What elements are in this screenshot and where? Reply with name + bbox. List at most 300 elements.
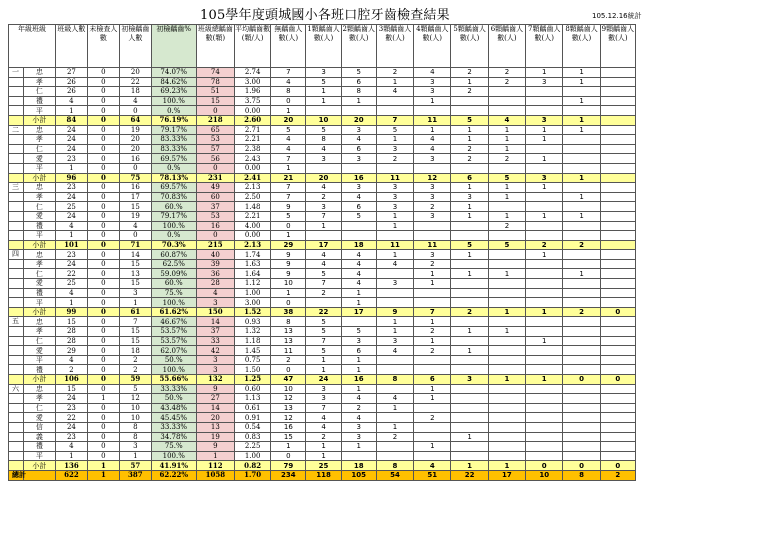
data-cell [414,288,451,298]
data-cell: 50.% [151,394,196,404]
data-cell: 0 [87,375,119,385]
data-cell [488,202,525,212]
data-cell [563,422,600,432]
data-cell: 83.33% [151,135,196,145]
data-cell: 1 [488,211,525,221]
class-cell: 小計 [23,115,55,125]
data-cell: 1.12 [235,279,271,289]
data-cell: 2.50 [235,192,271,202]
data-cell: 16 [341,173,376,183]
class-cell: 小計 [23,307,55,317]
data-cell: 24 [55,125,87,135]
data-cell: 2.21 [235,135,271,145]
class-cell: 平 [23,451,55,461]
data-cell: 20 [119,144,151,154]
data-cell: 4 [376,259,413,269]
class-cell: 孝 [23,192,55,202]
grade-cell [9,211,24,221]
data-cell: 13 [271,336,306,346]
grade-cell [9,192,24,202]
data-cell: 1.74 [235,250,271,260]
data-cell [563,384,600,394]
data-cell: 3 [306,394,341,404]
data-cell: 4 [55,221,87,231]
data-cell: 0 [87,87,119,97]
data-cell: 1 [451,461,488,471]
data-cell: 25 [306,461,341,471]
grade-cell: 總計 [9,470,24,480]
data-cell: 1.13 [235,394,271,404]
data-cell: 18 [341,240,376,250]
grade-cell [9,403,24,413]
data-cell [600,240,635,250]
grade-cell [9,327,24,337]
grade-cell [9,451,24,461]
data-cell: 27 [55,68,87,78]
data-cell: 1 [87,461,119,471]
data-cell [563,221,600,231]
data-cell: 1 [55,231,87,241]
data-cell: 10 [306,115,341,125]
data-cell: 2 [306,288,341,298]
class-cell: 平 [23,163,55,173]
data-cell [600,96,635,106]
data-cell: 10 [271,279,306,289]
data-cell: 53 [196,211,234,221]
data-cell: 0 [87,307,119,317]
data-cell [451,231,488,241]
data-cell: 23 [55,403,87,413]
data-cell: 0 [87,68,119,78]
data-cell: 1 [376,422,413,432]
class-cell: 小計 [23,461,55,471]
data-cell: 60.% [151,279,196,289]
class-cell: 仁 [23,269,55,279]
data-cell: 13 [271,403,306,413]
data-cell: 12 [271,394,306,404]
data-cell: 60.87% [151,250,196,260]
data-cell [600,384,635,394]
data-cell: 0 [87,221,119,231]
grade-cell [9,221,24,231]
data-cell [376,288,413,298]
data-cell [488,96,525,106]
data-cell: 74.07% [151,68,196,78]
data-cell [451,394,488,404]
class-cell: 忠 [23,384,55,394]
data-cell [600,135,635,145]
data-cell: 11 [414,240,451,250]
data-cell [414,422,451,432]
data-cell: 4 [55,288,87,298]
data-cell: 3.00 [235,77,271,87]
data-cell: 4 [414,68,451,78]
data-cell: 1.52 [235,307,271,317]
data-cell: 7 [376,115,413,125]
data-cell: 5 [119,384,151,394]
table-row [9,192,636,202]
subtotal-row [9,307,636,317]
data-cell: 1 [526,183,563,193]
data-cell: 1 [271,106,306,116]
data-cell: 1 [306,96,341,106]
data-cell: 4 [55,442,87,452]
data-cell: 9 [376,307,413,317]
data-cell: 1 [306,442,341,452]
data-cell: 0 [87,240,119,250]
data-cell: 84.62% [151,77,196,87]
data-cell: 1 [341,288,376,298]
data-cell: 70.83% [151,192,196,202]
column-header: 平均齲齒數(顆/人) [235,25,271,68]
data-cell: 37 [196,202,234,212]
data-cell [600,451,635,461]
data-cell: 1 [55,451,87,461]
data-cell: 2 [376,154,413,164]
data-cell: 2 [488,154,525,164]
class-cell: 禮 [23,96,55,106]
data-cell [600,298,635,308]
class-cell: 孝 [23,135,55,145]
data-cell [526,346,563,356]
data-cell: 1 [451,202,488,212]
data-cell: 1 [488,183,525,193]
data-cell: 1 [526,154,563,164]
subtotal-row [9,115,636,125]
data-cell [526,317,563,327]
data-cell: 62.5% [151,259,196,269]
data-cell: 55.66% [151,375,196,385]
data-cell [563,442,600,452]
data-cell: 4 [376,87,413,97]
data-cell: 9 [271,250,306,260]
data-cell: 3.75 [235,96,271,106]
grade-cell [9,173,24,183]
data-cell: 0 [196,106,234,116]
class-cell: 孝 [23,259,55,269]
data-cell: 6 [341,202,376,212]
data-cell: 215 [196,240,234,250]
data-cell: 4 [306,422,341,432]
data-cell: 40 [196,250,234,260]
data-cell: 3 [376,202,413,212]
data-cell: 1 [55,298,87,308]
data-cell: 0.00 [235,106,271,116]
data-cell: 1 [55,163,87,173]
class-cell: 愛 [23,211,55,221]
data-cell: 6 [341,144,376,154]
data-cell: 1 [341,96,376,106]
data-cell: 231 [196,173,234,183]
data-cell: 71 [119,240,151,250]
data-cell: 6 [341,346,376,356]
grade-cell [9,231,24,241]
data-cell: 0 [87,250,119,260]
data-cell: 2 [119,365,151,375]
data-cell [376,451,413,461]
data-cell: 22 [306,307,341,317]
data-cell: 2 [600,470,635,480]
data-cell: 11 [414,115,451,125]
data-cell: 1 [341,365,376,375]
data-cell: 1 [196,451,234,461]
data-cell [600,163,635,173]
grade-cell [9,394,24,404]
data-cell: 19 [196,432,234,442]
data-cell: 1058 [196,470,234,480]
data-cell: 24 [306,375,341,385]
data-cell: 101 [55,240,87,250]
data-cell: 99 [55,307,87,317]
data-cell [600,250,635,260]
data-cell: 5 [376,125,413,135]
data-cell: 0.61 [235,403,271,413]
data-cell: 7 [306,336,341,346]
data-cell: 21 [271,173,306,183]
data-cell [488,231,525,241]
table-row [9,422,636,432]
data-cell [451,163,488,173]
data-cell: 96 [55,173,87,183]
data-cell: 3 [341,422,376,432]
data-cell [451,259,488,269]
data-cell: 0.83 [235,432,271,442]
data-cell [526,106,563,116]
total-row [9,470,636,480]
data-cell: 7 [271,154,306,164]
data-cell: 2.38 [235,144,271,154]
data-cell [563,163,600,173]
data-cell [526,442,563,452]
data-cell [451,106,488,116]
table-row [9,451,636,461]
data-cell [600,317,635,327]
data-cell: 3 [451,375,488,385]
data-cell: 57 [119,461,151,471]
data-cell [488,355,525,365]
data-cell: 15 [119,202,151,212]
grade-cell [9,432,24,442]
class-cell: 忠 [23,183,55,193]
data-cell: 2 [55,365,87,375]
data-cell [563,259,600,269]
data-cell [451,355,488,365]
data-cell: 45.45% [151,413,196,423]
data-cell [341,231,376,241]
data-cell: 4 [414,144,451,154]
data-cell [488,163,525,173]
grade-cell: 四 [9,250,24,260]
data-cell: 2.13 [235,240,271,250]
data-cell [488,422,525,432]
data-cell: 4 [306,183,341,193]
data-cell [376,106,413,116]
data-cell: 1 [488,327,525,337]
data-cell: 1.50 [235,365,271,375]
data-cell: 1 [526,125,563,135]
class-cell: 孝 [23,394,55,404]
data-cell: 2.13 [235,183,271,193]
data-cell: 8 [271,317,306,327]
data-cell: 24 [55,422,87,432]
table-row [9,432,636,442]
data-cell: 18 [119,87,151,97]
data-cell: 7 [306,279,341,289]
data-cell: 46.67% [151,317,196,327]
data-cell [526,403,563,413]
data-cell: 70.3% [151,240,196,250]
data-cell [563,154,600,164]
data-cell: 106 [55,375,87,385]
data-cell: 23 [55,183,87,193]
data-cell: 15 [271,432,306,442]
subtotal-row [9,375,636,385]
data-cell: 1 [451,125,488,135]
table-header-row [9,25,636,68]
data-cell: 20 [271,115,306,125]
data-cell [414,365,451,375]
data-cell: 1.32 [235,327,271,337]
grade-cell [9,375,24,385]
data-cell: 4 [341,269,376,279]
data-cell: 1 [55,106,87,116]
data-cell: 2 [414,259,451,269]
data-cell: 0 [87,96,119,106]
data-cell [526,451,563,461]
data-cell: 2 [414,346,451,356]
data-cell [451,451,488,461]
data-cell: 4 [414,461,451,471]
data-cell: 1 [119,298,151,308]
data-cell: 76.19% [151,115,196,125]
data-cell: 5 [341,68,376,78]
table-row [9,144,636,154]
data-cell: 2 [306,432,341,442]
data-cell: 5 [306,327,341,337]
class-cell: 平 [23,231,55,241]
data-cell: 3 [451,192,488,202]
data-cell: 1 [306,87,341,97]
data-cell [341,451,376,461]
grade-cell [9,240,24,250]
table-row [9,202,636,212]
data-cell: 51 [196,87,234,97]
grade-cell [9,279,24,289]
data-cell: 14 [196,317,234,327]
column-header: 年級班級 [9,25,56,68]
data-cell: 0.00 [235,163,271,173]
class-cell: 忠 [23,125,55,135]
data-cell: 118 [306,470,341,480]
column-header: 班級人數 [55,25,87,68]
data-cell [488,384,525,394]
class-cell: 禮 [23,365,55,375]
data-cell [600,259,635,269]
subtotal-row [9,461,636,471]
data-cell [526,96,563,106]
data-cell [526,327,563,337]
data-cell: 1 [376,77,413,87]
data-cell [306,106,341,116]
data-cell: 1 [271,163,306,173]
data-cell: 1 [414,317,451,327]
data-cell: 0 [196,163,234,173]
data-cell: 22 [451,470,488,480]
table-row [9,154,636,164]
data-cell: 0 [87,269,119,279]
column-header: 1顆齲齒人數(人) [306,25,341,68]
table-row [9,250,636,260]
data-cell: 2.21 [235,211,271,221]
data-cell: 7 [271,192,306,202]
data-cell: 8 [271,87,306,97]
data-cell: 22 [55,413,87,423]
data-cell: 1 [488,375,525,385]
data-cell: 37 [196,327,234,337]
class-cell: 愛 [23,154,55,164]
data-cell [488,279,525,289]
data-cell: 1 [563,269,600,279]
data-cell [451,288,488,298]
data-cell [563,279,600,289]
data-cell: 5 [306,269,341,279]
data-cell: 6 [341,77,376,87]
data-cell: 15 [55,317,87,327]
data-cell: 13 [196,422,234,432]
data-cell: 27 [196,394,234,404]
data-cell [563,250,600,260]
data-cell: 20 [306,173,341,183]
data-cell: 1.25 [235,375,271,385]
data-cell: 0 [87,279,119,289]
grade-cell [9,298,24,308]
data-cell [563,403,600,413]
data-cell: 8 [306,135,341,145]
data-cell: 1 [451,432,488,442]
data-cell: 3 [119,288,151,298]
data-cell: 54 [376,470,413,480]
data-cell: 0 [87,106,119,116]
data-cell: 5 [306,317,341,327]
data-cell [563,317,600,327]
data-cell: 36 [196,269,234,279]
data-cell: 0 [271,365,306,375]
data-cell: 100.% [151,96,196,106]
data-cell [526,288,563,298]
data-cell [414,432,451,442]
data-cell [341,163,376,173]
data-cell: 15 [196,96,234,106]
data-cell [306,163,341,173]
column-header: 3顆齲齒人數(人) [376,25,413,68]
data-cell: 5 [341,327,376,337]
data-cell [526,279,563,289]
column-header: 7顆齲齒人數(人) [526,25,563,68]
data-cell: 78 [196,77,234,87]
data-cell: 0.54 [235,422,271,432]
class-cell: 仁 [23,202,55,212]
data-cell [563,451,600,461]
data-cell: 38 [271,307,306,317]
data-cell [414,163,451,173]
data-cell [600,432,635,442]
data-cell: 3 [341,154,376,164]
data-cell: 4 [271,144,306,154]
data-cell [600,231,635,241]
data-cell: 1 [119,451,151,461]
data-cell: 3 [414,154,451,164]
data-cell: 100.% [151,221,196,231]
